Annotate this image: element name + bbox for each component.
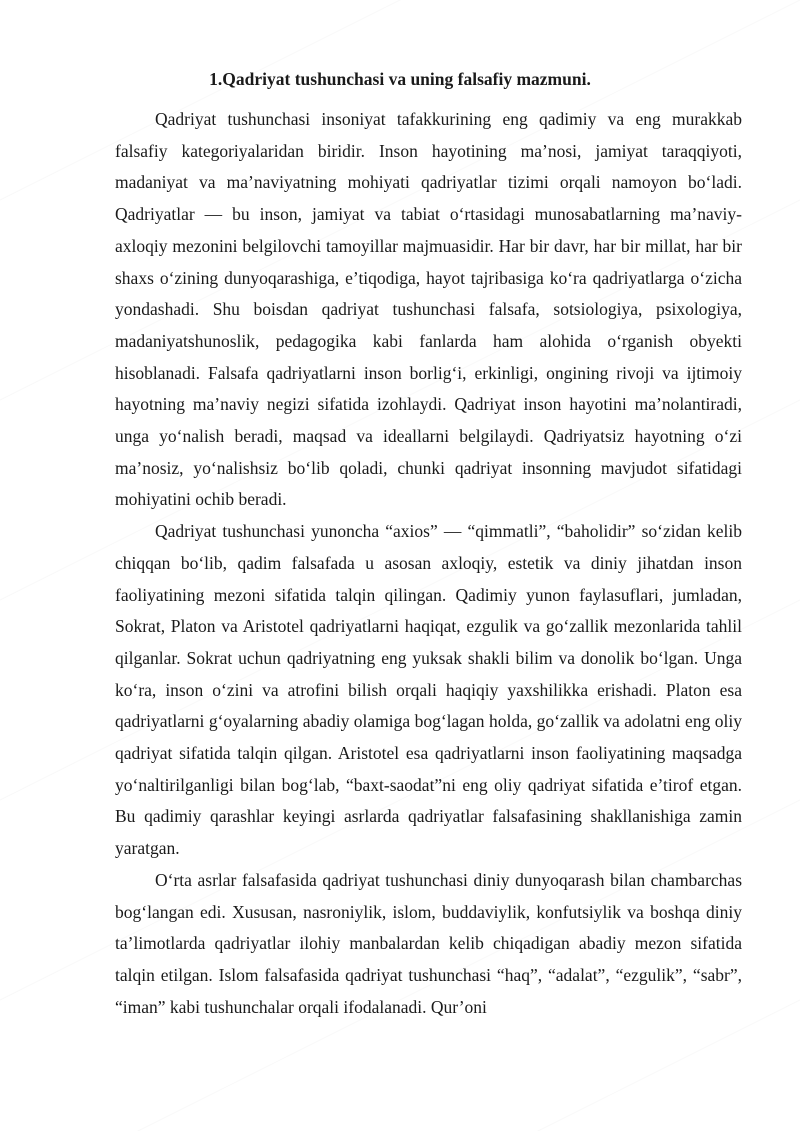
paragraph: Qadriyat tushunchasi insoniyat tafakkurining eng qadimiy va eng murakkab falsafiy kategoriyalaridan biridir. Inson hayotining ma’nosi, jamiyat taraqqiyoti, madaniyat va ma’naviyatning mohiyati qadriyatlar tizimi orqali namoyon bo‘ladi. Qadriyatlar — bu inson, jamiyat va tabiat o‘rtasidagi munosabatlarning ma’naviy-axloqiy mezonini belgilovchi tamoyillar majmuasidir. Har bir davr, har bir millat, har bir shaxs o‘zining dunyoqarashiga, e’tiqodiga, hayot tajribasiga ko‘ra qadriyatlarga o‘zicha yondashadi. Shu boisdan qadriyat tushunchasi falsafa, sotsiologiya, psixologiya, madaniyatshunoslik, pedagogika kabi fanlarda ham alohida o‘rganish obyekti hisoblanadi. Falsafa qadriyatlarni inson borlig‘i, erkinligi, ongining rivoji va ijtimoiy hayotning ma’naviy negizi sifatida izohlaydi. Qadriyat inson hayotini ma’nolantiradi, unga yo‘nalish beradi, maqsad va ideallarni belgilaydi. Qadriyatsiz hayotning o‘zi ma’nosiz, yo‘nalishsiz bo‘lib qoladi, chunki qadriyat insonning mavjudot sifatidagi mohiyatini ochib beradi. xyxy=(115,109,742,510)
document-heading: 1.Qadriyat tushunchasi va uning falsafiy mazmuni. xyxy=(209,69,591,89)
paragraph: O‘rta asrlar falsafasida qadriyat tushunchasi diniy dunyoqarash bilan chambarchas bog‘langan edi. Xususan, nasroniylik, islom, buddaviylik, konfutsiylik va boshqa diniy ta’limotlarda qadriyatlar ilohiy manbalardan kelib chiqadigan abadiy mezon sifatida talqin etilgan. Islom falsafasida qadriyat tushunchasi “haq”, “adalat”, “ezgulik”, “sabr”, “iman” kabi tushunchalar orqali ifodalanadi. Qur’oni xyxy=(115,869,742,1017)
paragraph: Qadriyat tushunchasi yunoncha “axios” — “qimmatli”, “baholidir” so‘zidan kelib chiqqan bo‘lib, qadim falsafada u asosan axloqiy, estetik va diniy jihatdan inson faoliyatining mezoni sifatida talqin qilingan. Qadimiy yunon faylasuflari, jumladan, Sokrat, Platon va Aristotel qadriyatlarni haqiqat, ezgulik va go‘zallik mezonlarida tahlil qilganlar. Sokrat uchun qadriyatning eng yuksak shakli bilim va donolik bo‘lgan. Unga ko‘ra, inson o‘zini va atrofini bilish orqali haqiqiy yaxshilikka erishadi. Platon esa qadriyatlarni g‘oyalarning abadiy olamiga bog‘lagan holda, go‘zallik va adolatni eng oliy qadriyat sifatida talqin qilgan. Aristotel esa qadriyatlarni inson faoliyatining maqsadga yo‘naltirilganligi bilan bog‘lab, “baxt-saodat”ni eng oliy qadriyat sifatida e’tirof etgan. Bu qadimiy qarashlar keyingi asrlarda qadriyatlar falsafasining shakllanishiga zamin yaratgan. xyxy=(115,521,742,859)
document-body xyxy=(115,104,742,1023)
